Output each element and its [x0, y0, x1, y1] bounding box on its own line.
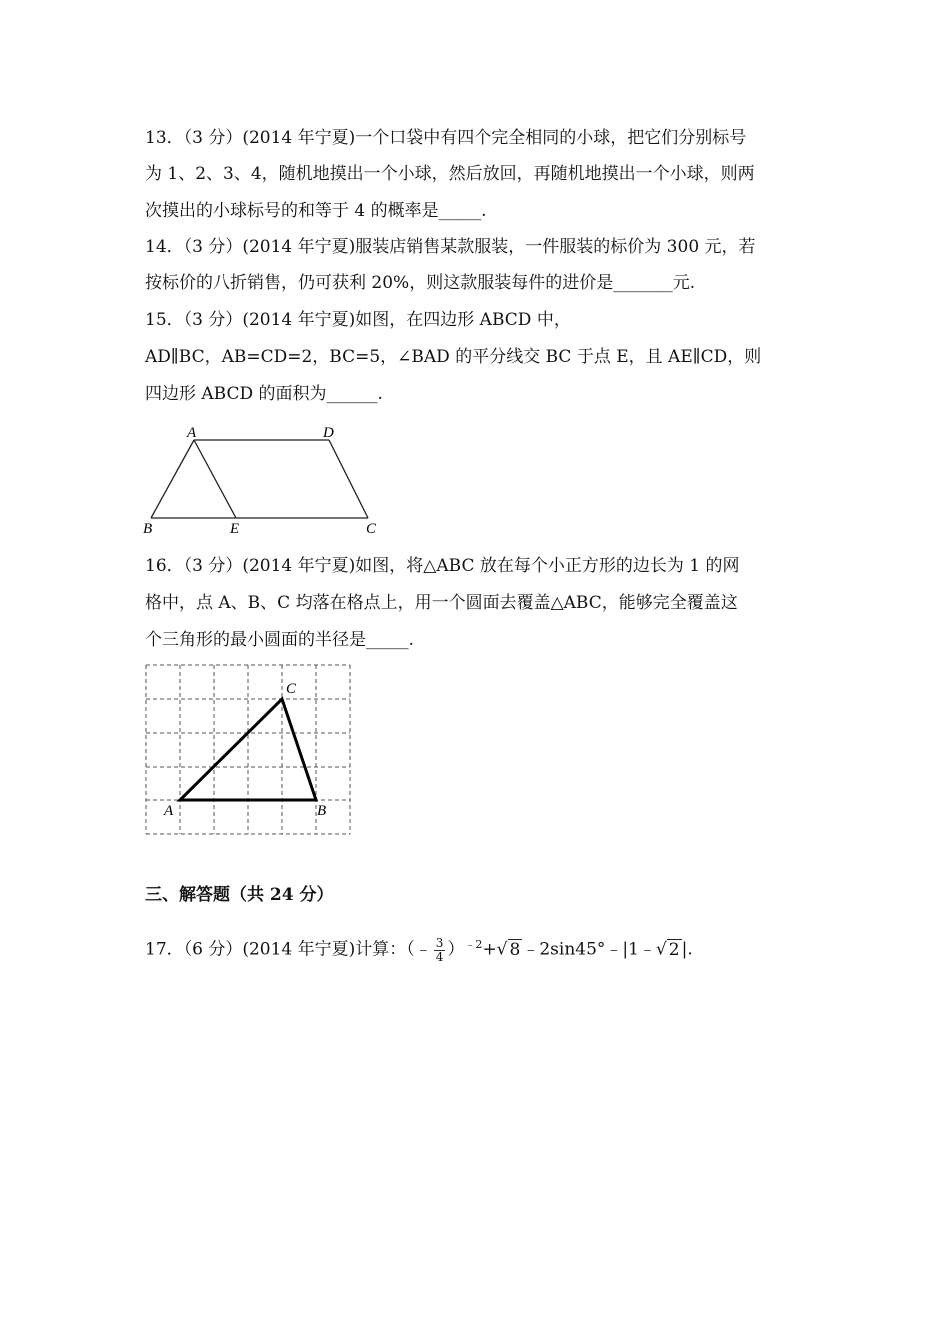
fraction-numerator: 3	[435, 935, 444, 950]
label-b: B	[143, 521, 153, 537]
q17-radicand-1: 8	[509, 939, 521, 960]
segment-ae	[194, 440, 236, 518]
label-e: E	[230, 521, 240, 537]
label-c: C	[366, 521, 377, 537]
label-a: A	[187, 425, 197, 441]
q15-trapezoid-figure	[140, 420, 390, 542]
q13-line-2: 为 1、2、3、4，随机地摸出一个小球，然后放回，再随机地摸出一个小球，则两	[145, 164, 755, 184]
q15-line-2: AD∥BC，AB=CD=2，BC=5，∠BAD 的平分线交 BC 于点 E，且 AE∥CD，则	[145, 347, 762, 367]
q14-line-2: 按标价的八折销售，仍可获利 20%，则这款服装每件的进价是_______元.	[145, 273, 696, 293]
q17-prefix: 17．（6 分）(2014 年宁夏)计算：（﹣	[145, 939, 432, 960]
q17-exponent: ﹣2	[464, 938, 483, 951]
fraction	[434, 937, 446, 964]
segment-ab	[151, 440, 194, 518]
q13-line-1: 13．（3 分）(2014 年宁夏)一个口袋中有四个完全相同的小球，把它们分别标号	[145, 128, 747, 148]
q16-line-1: 16．（3 分）(2014 年宁夏)如图，将△ABC 放在每个小正方形的边长为 1 的网	[145, 556, 740, 576]
q17-plus-sqrt: +√	[482, 939, 508, 960]
q17-end: |.	[681, 939, 693, 960]
q17-close-paren: ）	[447, 939, 465, 960]
label-c: C	[286, 681, 297, 697]
q16-line-3: 个三角形的最小圆面的半径是_____.	[145, 630, 414, 650]
q13-line-3: 次摸出的小球标号的和等于 4 的概率是_____.	[145, 201, 487, 221]
label-d: D	[323, 425, 334, 441]
q16-grid-figure	[140, 658, 356, 840]
q17-line	[145, 932, 693, 964]
label-b: B	[317, 803, 327, 819]
fraction-denominator: 4	[435, 949, 444, 964]
segment-dc	[329, 440, 368, 518]
q14-line-1: 14．（3 分）(2014 年宁夏)服装店销售某款服装，一件服装的标价为 300 元，若	[145, 237, 756, 257]
section-title: 三、解答题（共 24 分）	[145, 885, 334, 905]
q15-line-3: 四边形 ABCD 的面积为______.	[145, 384, 383, 404]
q17-middle: ﹣2sin45°﹣|1﹣√	[522, 939, 667, 960]
q17-radicand-2: 2	[668, 939, 680, 960]
label-a: A	[164, 803, 174, 819]
q16-line-2: 格中，点 A、B、C 均落在格点上，用一个圆面去覆盖△ABC，能够完全覆盖这	[145, 593, 738, 613]
q15-line-1: 15．（3 分）(2014 年宁夏)如图，在四边形 ABCD 中，	[145, 310, 571, 330]
